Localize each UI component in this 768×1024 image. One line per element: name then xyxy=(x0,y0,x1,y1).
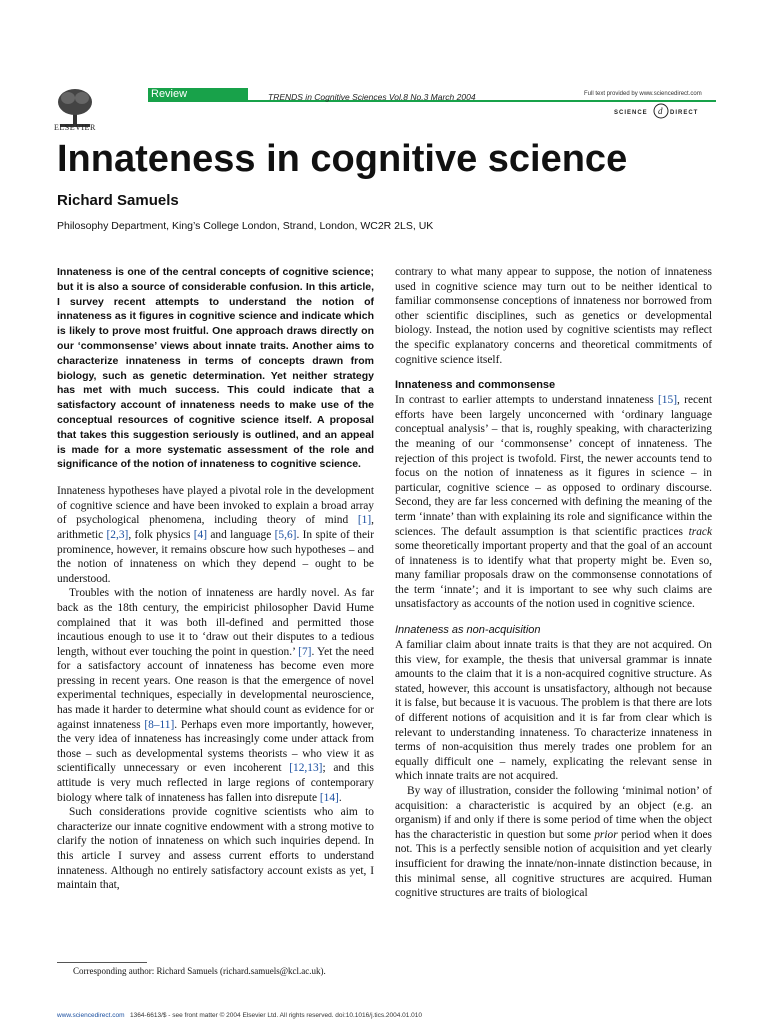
body-paragraph-7: By way of illustration, consider the following ‘minimal notion’ of acquisition: a characteristic is acquired by an object (e.g. an organism) if and only if there is some period of time when the object has the characteristic in question but some prior period when it does not. This is a perfectly sensible notion of acquisition and yet clearly insufficient for drawing the innate/non-innate distinction because, in this minimal sense, all cognitive structures are acquired. Human cognitive structures are traits of biological xyxy=(395,785,712,900)
section-label: Review xyxy=(148,88,248,100)
footer-copyright: 1364-6613/$ - see front matter © 2004 Elsevier Ltd. All rights reserved. doi:10.1016/j.tics.2004.01.010 xyxy=(129,1012,423,1019)
body-paragraph-3: Such considerations provide cognitive scientists who aim to characterize our innate cognitive endowment with a strong motive to clarify the notion of innateness on which such inquiries depend. In this article I survey and assess current efforts to understand innateness. Although no entirely satisfactory account exists as yet, I maintain that, xyxy=(57,806,374,892)
svg-text:DIRECT: DIRECT xyxy=(670,110,699,116)
footer-url-link[interactable]: www.sciencedirect.com xyxy=(57,1012,125,1019)
svg-text:SCIENCE: SCIENCE xyxy=(614,110,648,116)
citation-link[interactable]: [7] xyxy=(298,645,312,658)
body-paragraph-2: Troubles with the notion of innateness are hardly novel. As far back as the 18th century, the empiricist philosopher David Hume complained that it was both ill-defined and permitted those incautious enough to use it to ‘draw out their disputes to a tedious length, without ever touching the point in question.’ [7]. Yet the need for a satisfactory account of innateness has become even more pressing in recent years. One reason is that the emergence of novel experimental techniques, especially in developmental neuroscience, has made it harder to determine what should count as evidence for or against innateness [8–11]. Perhaps even more importantly, however, the very idea of innateness has increasingly come under attack from those – such as developmental systems theorists – who view it as scientifically unnecessary or even incoherent [12,13]; and this attitude is very much reflected in large regions of contemporary biology where talk of innateness has fallen into disrepute [14]. xyxy=(57,587,374,804)
right-column xyxy=(395,265,712,901)
body-paragraph-6: A familiar claim about innate traits is that they are not acquired. On this view, for example, the thesis that universal grammar is innate amounts to the claim that it is a non-acquired cognitive structure. As stated, however, this account is unsatisfactory, although not because it is false, but because it is vacuous. The problem is that there are lots of different notions of acquisition and it is far from clear which is relevant to understanding innateness. To characterize innateness in terms of non-acquisition thus merely trades one problem for an equally difficult one – namely, explicating the relevant sense in which innate traits are not acquired. xyxy=(395,639,712,783)
author-affiliation: Philosophy Department, King’s College London, Strand, London, WC2R 2LS, UK xyxy=(57,220,434,232)
page-footer xyxy=(57,1012,422,1019)
journal-citation: TRENDS in Cognitive Sciences Vol.8 No.3 March 2004 xyxy=(268,92,476,102)
footnote-rule xyxy=(57,962,147,963)
fulltext-note: Full text provided by www.sciencedirect.com xyxy=(584,91,702,97)
citation-link[interactable]: [8–11] xyxy=(144,718,175,731)
abstract: Innateness is one of the central concepts of cognitive science; but it is also a source of considerable confusion. In this article, I survey recent attempts to understand the notion of innateness as it figures in cognitive science and indicate which is likely to prove most fruitful. One approach draws directly on our ‘commonsense’ views about innate traits. Another aims to characterize innateness in terms of concepts drawn from biology, such as genetic determination. Yet neither strategy has met with much success. This could indicate that a satisfactory account of innateness needs to make use of the conceptual resources of cognitive science itself. A proposal that takes this suggestion seriously is outlined, and an appeal is made for a more systematic assessment of the role and significance of the notion of innateness to cognitive science. xyxy=(57,266,374,471)
citation-link[interactable]: [14] xyxy=(319,791,339,804)
subsection-heading: Innateness as non-acquisition xyxy=(395,624,541,637)
citation-link[interactable]: [2,3] xyxy=(106,528,129,541)
svg-text:d: d xyxy=(658,106,663,116)
elsevier-wordmark: ELSEVIER xyxy=(54,123,96,132)
author-name: Richard Samuels xyxy=(57,192,179,209)
corresponding-author-note: Corresponding author: Richard Samuels (richard.samuels@kcl.ac.uk). xyxy=(73,966,326,976)
citation-link[interactable]: [5,6] xyxy=(274,528,297,541)
body-paragraph-4: contrary to what many appear to suppose, the notion of innateness used in cognitive science may turn out to be neither identical to familiar commonsense conceptions of innateness nor borrowed from other scientific disciplines, such as genetics or developmental biology. Instead, the notion used by cognitive scientists may reflect the specific explanatory concerns and theoretical commitments of cognitive science itself. xyxy=(395,266,712,366)
citation-link[interactable]: [15] xyxy=(658,394,677,407)
citation-link[interactable]: [12,13] xyxy=(289,762,323,775)
section-heading: Innateness and commonsense xyxy=(395,379,556,392)
left-column xyxy=(57,265,374,893)
citation-link[interactable]: [1] xyxy=(357,514,372,527)
citation-link[interactable]: [4] xyxy=(193,528,208,541)
body-paragraph-1: Innateness hypotheses have played a pivotal role in the development of cognitive science and have been invoked to explain a broad array of psychological phenomena, including theory of mind [1], arithmetic [2,3], folk physics [4] and language [5,6]. In spite of their prominence, however, it remains obscure how such hypotheses – and the notion of innateness on which they depend – ought to be understood. xyxy=(57,485,374,585)
sciencedirect-logo xyxy=(612,101,712,121)
article-title: Innateness in cognitive science xyxy=(57,138,628,180)
body-paragraph-5: In contrast to earlier attempts to understand innateness [15], recent efforts have been largely unconcerned with ‘ordinary language conceptual analysis’ – that is, roughly speaking, with characterizing the meaning of our ‘commonsense’ concept of innateness. The rejection of this project is twofold. First, the newer accounts tend to focus on the notion of innateness as it figures in science – in particular, cognitive science – as opposed to ordinary discourse. Second, they are far less concerned with defining the meaning of the term ‘innate’ than with explaining its role and significance within the sciences. The default assumption is that scientific practices track some theoretically important property and that the goal of an account of innateness is to identify what that property might be. Even so, many familiar proposals draw on the commonsense connotations of the term ‘innate’; and it is important to see why such claims are unsatisfactory as accounts of the notion used in cognitive science. xyxy=(395,394,712,611)
